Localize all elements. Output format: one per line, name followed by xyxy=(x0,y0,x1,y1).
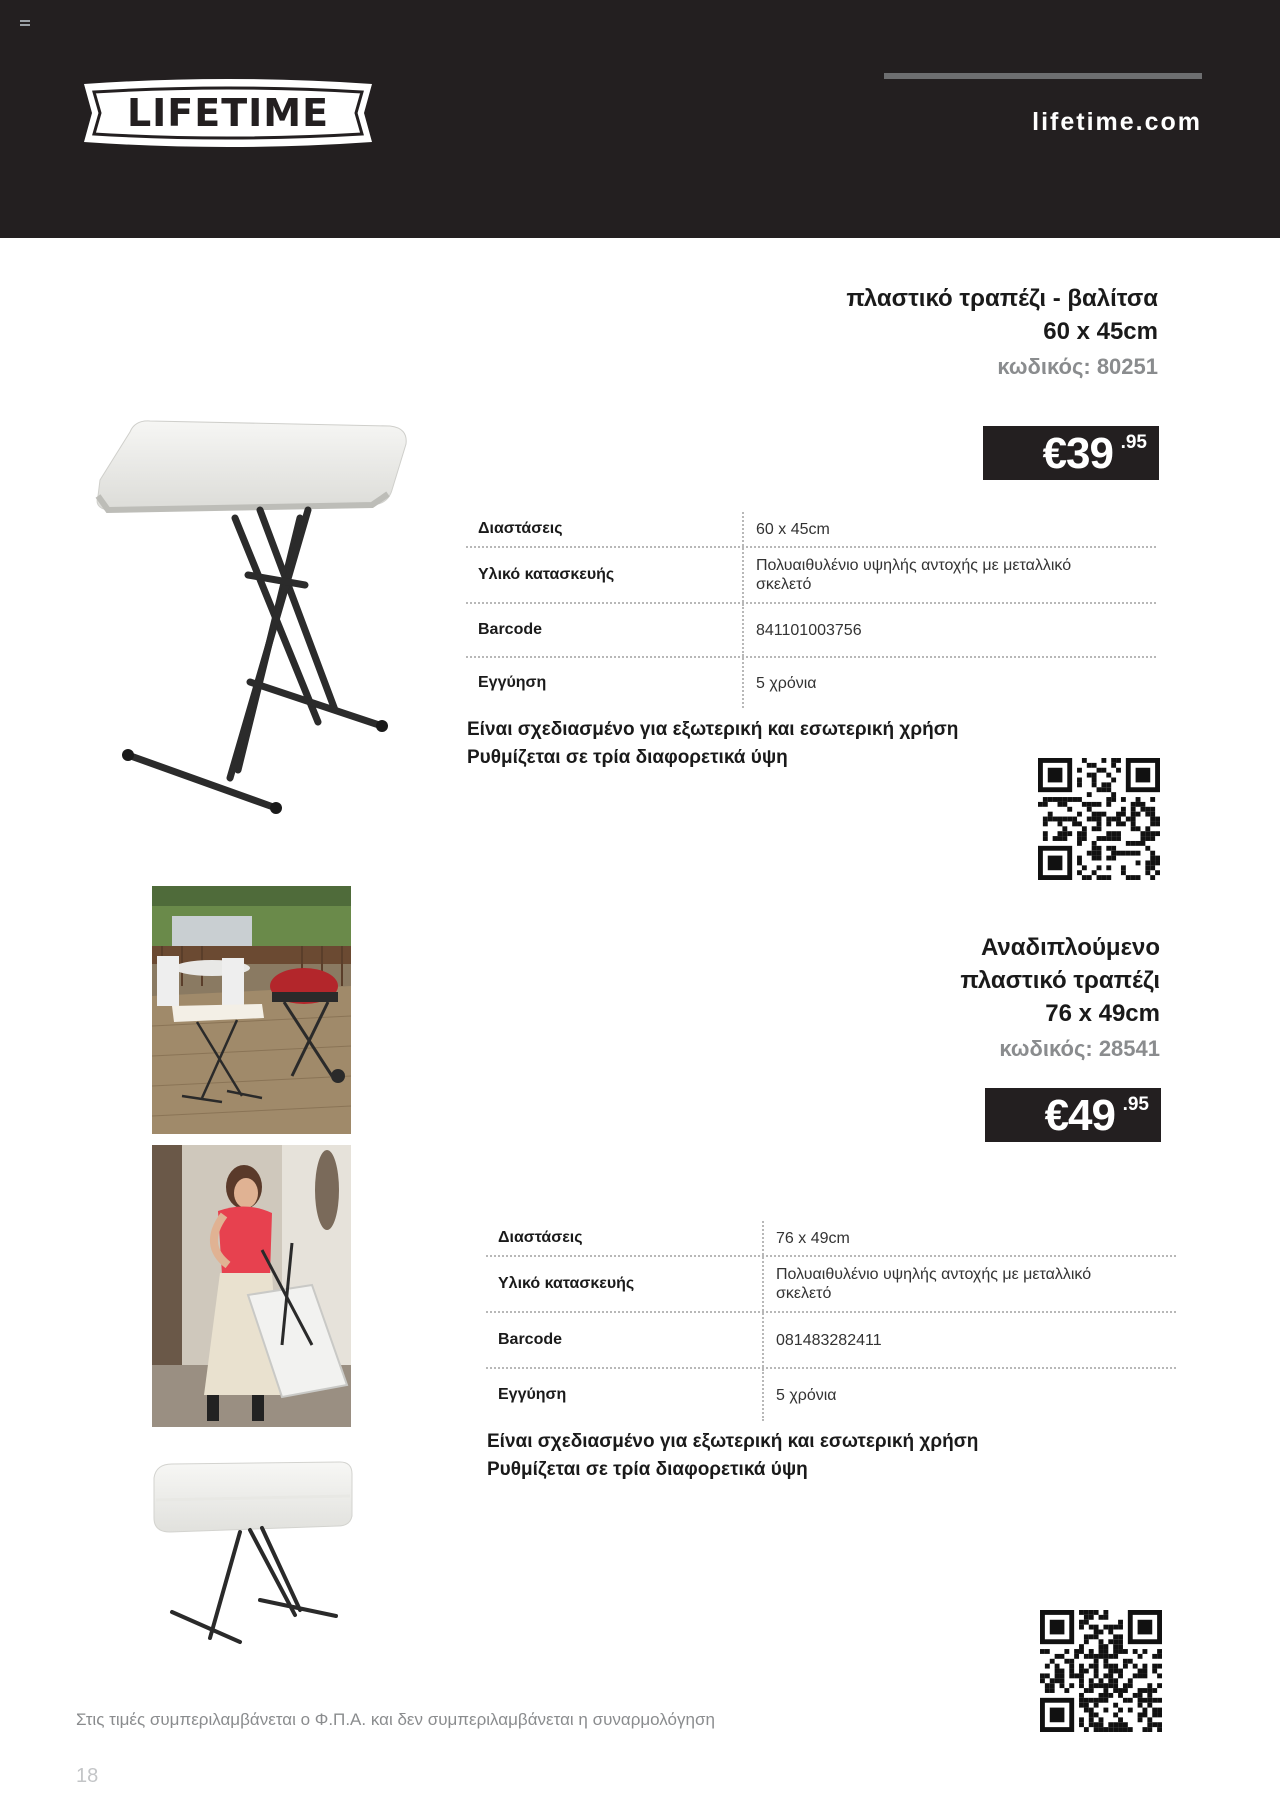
spec-label: Υλικό κατασκευής xyxy=(478,566,615,583)
product-2-title xyxy=(960,931,1160,1066)
product-1-photo xyxy=(90,410,420,830)
spec-label: Barcode xyxy=(478,621,543,638)
qr-code-icon xyxy=(1038,758,1160,880)
page-header xyxy=(0,0,1280,238)
feature-line: Είναι σχεδιασμένο για εξωτερική και εσωτερική χρήση xyxy=(487,1431,979,1452)
product-2-title-line: Αναδιπλούμενο xyxy=(980,934,1160,961)
spec-label: Υλικό κατασκευής xyxy=(498,1275,635,1292)
spec-value: 081483282411 xyxy=(776,1331,882,1349)
vat-footnote: Στις τιμές συμπεριλαμβάνεται ο Φ.Π.Α. και δεν συμπεριλαμβάνεται η συναρμολόγηση xyxy=(76,1710,715,1729)
feature-line: Είναι σχεδιασμένο για εξωτερική και εσωτερική χρήση xyxy=(467,719,959,740)
spec-label: Εγγύηση xyxy=(498,1386,567,1403)
spec-value: Πολυαιθυλένιο υψηλής αντοχής με μεταλλικό σκελετό xyxy=(776,1266,1092,1302)
product-2-title-line: 76 x 49cm xyxy=(1045,1000,1160,1027)
spec-row xyxy=(486,1257,1176,1313)
product-1-title xyxy=(846,282,1158,384)
product-2-photo-outdoor xyxy=(152,886,351,1134)
qr-code-icon xyxy=(1040,1610,1162,1732)
spec-label: Διαστάσεις xyxy=(498,1229,583,1246)
spec-row xyxy=(466,548,1156,604)
product-1-specs-table xyxy=(466,512,1156,708)
product-2-qr-code[interactable] xyxy=(1040,1610,1162,1732)
spec-row xyxy=(486,1313,1176,1369)
woman-carrying-table-icon xyxy=(152,1145,351,1427)
feature-line: Ρυθμίζεται σε τρία διαφορετικά ύψη xyxy=(487,1459,808,1480)
product-2-specs-table xyxy=(486,1221,1176,1421)
folding-table-2-icon xyxy=(150,1460,355,1655)
product-1-price-cents: .95 xyxy=(1120,432,1147,453)
product-1-title-line: πλαστικό τραπέζι - βαλίτσα xyxy=(846,285,1158,312)
spec-label: Barcode xyxy=(498,1331,563,1348)
spec-row xyxy=(466,512,1156,548)
spec-value: 60 x 45cm xyxy=(756,520,830,538)
product-2-price-main: €49 xyxy=(1044,1091,1115,1140)
product-1-price xyxy=(983,426,1159,480)
spec-label: Εγγύηση xyxy=(478,674,547,691)
product-1-features xyxy=(467,716,958,772)
spec-label: Διαστάσεις xyxy=(478,520,563,537)
spec-value: 5 χρόνια xyxy=(756,674,817,692)
folding-table-icon xyxy=(90,410,420,830)
product-2-features xyxy=(487,1428,978,1484)
menu-icon[interactable] xyxy=(20,20,30,27)
spec-row xyxy=(486,1221,1176,1257)
lifetime-logo xyxy=(78,78,378,148)
product-2-title-line: πλαστικό τραπέζι xyxy=(960,967,1160,994)
page-number: 18 xyxy=(76,1765,99,1787)
product-1-code: κωδικός: 80251 xyxy=(997,354,1158,379)
product-1-title-line: 60 x 45cm xyxy=(1043,318,1158,345)
product-1-qr-code[interactable] xyxy=(1038,758,1160,880)
spec-value: 5 χρόνια xyxy=(776,1386,837,1404)
spec-value: 841101003756 xyxy=(756,621,862,639)
patio-scene-icon xyxy=(152,886,351,1134)
product-2-photo-carry xyxy=(152,1145,351,1427)
header-divider xyxy=(884,73,1202,79)
spec-value: Πολυαιθυλένιο υψηλής αντοχής με μεταλλικό σκελετό xyxy=(756,557,1072,593)
spec-row xyxy=(466,604,1156,658)
spec-row xyxy=(466,658,1156,708)
website-link[interactable]: lifetime.com xyxy=(1032,108,1202,136)
logo-text: LIFETIME xyxy=(126,91,330,135)
spec-value: 76 x 49cm xyxy=(776,1229,850,1247)
product-1-price-main: €39 xyxy=(1042,429,1113,478)
feature-line: Ρυθμίζεται σε τρία διαφορετικά ύψη xyxy=(467,747,788,768)
product-2-price xyxy=(985,1088,1161,1142)
product-2-code: κωδικός: 28541 xyxy=(999,1036,1160,1061)
product-2-price-cents: .95 xyxy=(1122,1094,1149,1115)
spec-row xyxy=(486,1369,1176,1421)
product-2-photo-product xyxy=(150,1460,355,1655)
